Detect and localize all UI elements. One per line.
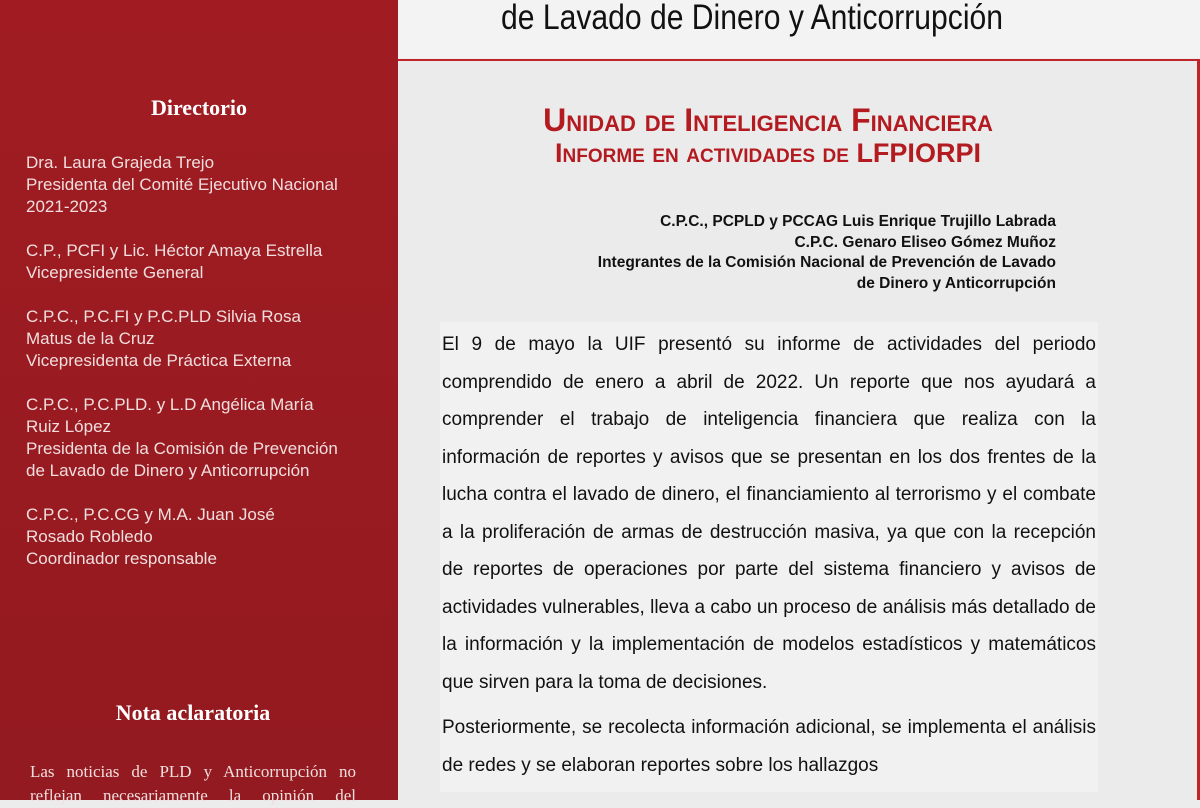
member-line: Rosado Robledo — [26, 527, 153, 546]
member-line: Vicepresidente General — [26, 263, 204, 282]
member-line: Coordinador responsable — [26, 549, 217, 568]
member-entry — [26, 152, 386, 218]
article-body — [440, 322, 1098, 792]
member-line: C.P.C., P.C.FI y P.C.PLD Silvia Rosa — [26, 307, 301, 326]
authors — [598, 212, 1056, 294]
member-entry — [26, 394, 386, 482]
member-line: C.P.C., P.C.CG y M.A. Juan José — [26, 505, 275, 524]
member-line: Matus de la Cruz — [26, 329, 155, 348]
member-entry — [26, 240, 386, 284]
article-title — [398, 103, 1138, 169]
title-line-2: Informe en actividades de LFPIORPI — [555, 138, 981, 168]
author-line: Integrantes de la Comisión Nacional de Prevención de Lavado — [597, 254, 1056, 271]
paragraph: El 9 de mayo la UIF presentó su informe de actividades del periodo comprendido de enero a abril de 2022. Un reporte que nos ayudará a comprender el trabajo de inteligencia financiera que realiza con la información de reportes y avisos que se presentan en los dos frentes de la lucha contra el lavado de dinero, el financiamiento al terrorismo y el combate a la proliferación de armas de destrucción masiva, ya que con la recepción de reportes de operaciones por parte del sistema financiero y avisos de actividades vulnerables, lleva a cabo un proceso de análisis más detallado de la información y la implementación de modelos estadísticos y matemáticos que sirven para la toma de decisiones. — [442, 334, 1096, 693]
author-line: C.P.C. Genaro Eliseo Gómez Muñoz — [794, 233, 1056, 251]
author-line: C.P.C., PCPLD y PCCAG Luis Enrique Trujillo Labrada — [660, 213, 1056, 230]
header-banner — [398, 0, 1200, 58]
member-line: Presidenta del Comité Ejecutivo Nacional — [26, 175, 338, 194]
member-line: Ruiz López — [26, 417, 112, 436]
nota-heading: Nota aclaratoria — [115, 700, 271, 725]
member-entry — [26, 504, 386, 570]
header-title: de Lavado de Dinero y Anticorrupción — [501, 0, 1003, 37]
member-line: C.P., PCFI y Lic. Héctor Amaya Estrella — [26, 241, 323, 260]
paragraph: Posteriormente, se recolecta información adicional, se implementa el análisis de redes y se elaboran reportes sobre los hallazgos — [442, 717, 1096, 776]
member-line: Presidenta de la Comisión de Prevención — [26, 439, 338, 458]
member-line: Dra. Laura Grajeda Trejo — [26, 153, 215, 172]
member-list — [26, 152, 386, 592]
author-line: de Dinero y Anticorrupción — [856, 274, 1056, 292]
member-line: de Lavado de Dinero y Anticorrupción — [26, 461, 310, 480]
nota-text: Las noticias de PLD y Anticorrupción no reflejan necesariamente la opinión del — [30, 762, 356, 805]
directorio-heading: Directorio — [150, 95, 248, 120]
member-entry — [26, 306, 386, 372]
title-line-1: Unidad de Inteligencia Financiera — [543, 102, 993, 138]
sidebar — [0, 0, 398, 805]
member-line: 2021-2023 — [26, 197, 108, 216]
member-line: Vicepresidenta de Práctica Externa — [26, 351, 292, 370]
member-line: C.P.C., P.C.PLD. y L.D Angélica María — [26, 395, 314, 414]
